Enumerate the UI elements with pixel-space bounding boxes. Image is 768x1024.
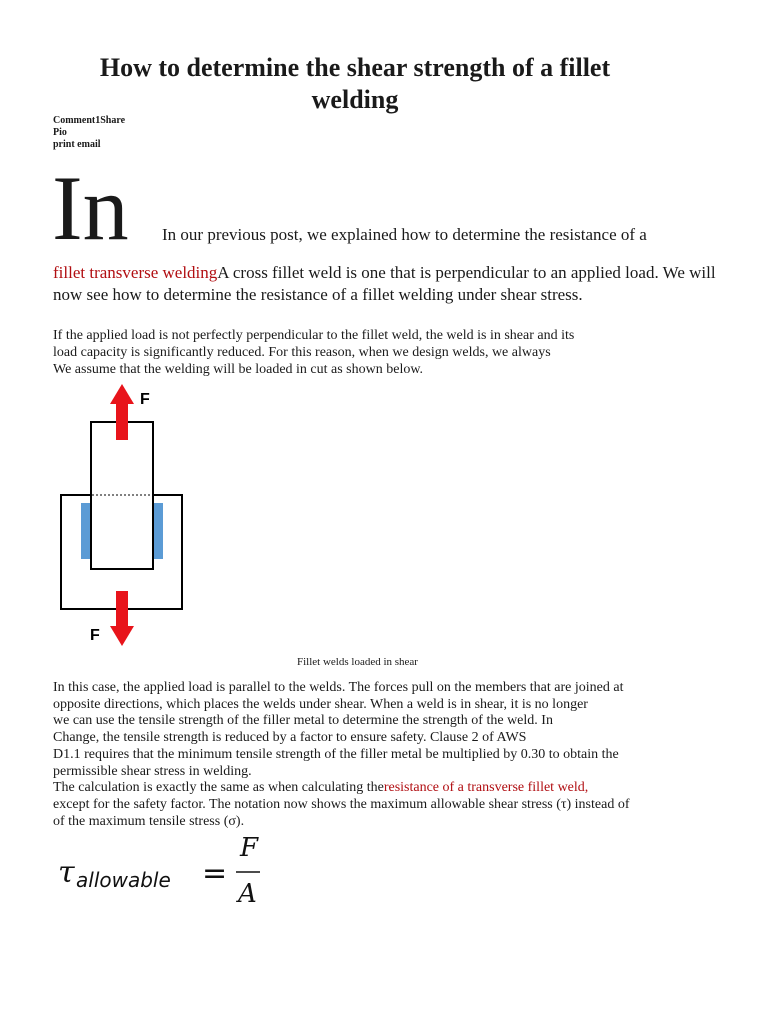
- shear-stress-formula: [56, 830, 286, 910]
- tau-symbol: τ: [58, 855, 75, 890]
- print-email-link[interactable]: print email: [53, 139, 101, 150]
- page-title: How to determine the shear strength of a fillet welding: [99, 53, 611, 114]
- paragraph-line: except for the safety factor. The notation now shows the maximum allowable shear stress (τ) instead of: [53, 796, 630, 812]
- paragraph-text: The calculation is exactly the same as when calculating the: [53, 780, 384, 796]
- paragraph-line: We assume that the welding will be loaded in cut as shown below.: [53, 362, 424, 377]
- intro-line: In our previous post, we explained how to determine the resistance of a: [162, 225, 647, 244]
- comment-share-link[interactable]: Comment1Share: [53, 115, 126, 126]
- paragraph-line: we can use the tensile strength of the filler metal to determine the strength of the weld. In: [53, 713, 553, 729]
- paragraph-line: D1.1 requires that the minimum tensile strength of the filler metal be multiplied by 0.30 to obtain the: [53, 746, 619, 762]
- shear-weld-diagram: [50, 382, 210, 652]
- numerator-F: F: [240, 833, 259, 863]
- paragraph-line: of the maximum tensile stress (σ).: [53, 813, 245, 829]
- denominator-A: A: [238, 879, 257, 909]
- drop-cap: In: [52, 157, 129, 259]
- allowable-subscript: allowable: [76, 868, 171, 892]
- force-label-top: F: [140, 391, 150, 408]
- paragraph-line: If the applied load is not perfectly perpendicular to the fillet weld, the weld is in shear and its: [53, 328, 575, 343]
- fillet-transverse-welding-link[interactable]: fillet transverse welding: [53, 263, 218, 282]
- paragraph-line: opposite directions, which places the welds under shear. When a weld is in shear, it is no longer: [53, 696, 588, 712]
- equals-sign: =: [202, 856, 228, 891]
- intro-paragraph: [53, 262, 743, 306]
- paragraph-line: permissible shear stress in welding.: [53, 763, 252, 779]
- pio-link[interactable]: Pio: [53, 127, 67, 138]
- transverse-fillet-weld-link[interactable]: resistance of a transverse fillet weld,: [383, 780, 589, 796]
- arrow-down-icon: [110, 591, 134, 646]
- paragraph-line: In this case, the applied load is parallel to the welds. The forces pull on the members that are joined at: [53, 680, 624, 695]
- share-meta: [53, 115, 125, 151]
- paragraph-line: [53, 780, 703, 797]
- figure-caption: Fillet welds loaded in shear: [297, 656, 418, 668]
- force-label-bottom: F: [90, 627, 100, 644]
- paragraph-line: Change, the tensile strength is reduced by a factor to ensure safety. Clause 2 of AWS: [53, 730, 527, 746]
- paragraph-3: [53, 680, 703, 830]
- paragraph-line: load capacity is significantly reduced. For this reason, when we design welds, we always: [53, 345, 551, 360]
- paragraph-1: [53, 327, 653, 378]
- intro-text: A cross fillet weld is one that is perpendicular to an applied load. We will now see how to determine the resistance of a fillet welding under shear stress.: [53, 263, 716, 304]
